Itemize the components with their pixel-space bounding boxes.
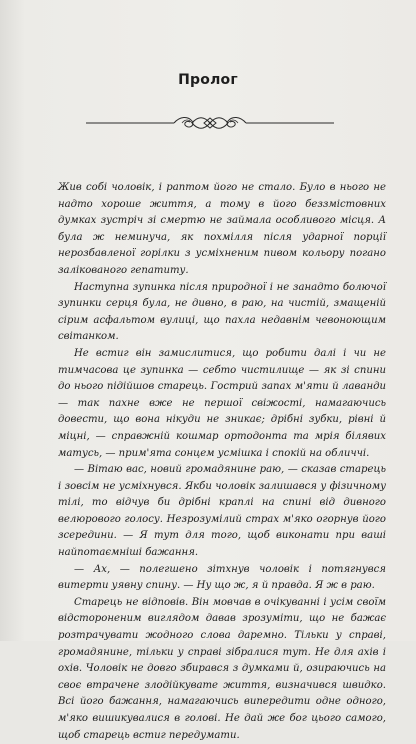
- paragraph: Наступна зупинка після природної і не занадто болючої зупинки серця була, не дивно, в раю, на чистій, змащеній сірим асфальтом вулиці, що пахла недавнім чевоноющим світанком.: [58, 281, 386, 343]
- paragraph: — Ах, — полегшено зітхнув чоловік і потягнувся витерти уявну спину. — Ну що ж, я й правда. Я ж в раю.: [58, 563, 386, 592]
- paragraph: Жив собі чоловік, і раптом його не стало. Було в нього не надто хороше життя, а тому в його беззмістовних думках зустріч зі смертю не займала особливого місця. А була ж неминуча, як похмілля після ударної порції нерозбавленої горілки з усміхненим пивом кольору погано залікованого гепатиту.: [58, 182, 386, 276]
- paragraph: Не встиг він замислитися, що робити далі і чи не тимчасова це зупинка — себто чистилище — як зі спини до нього підійшов старець. Гострий запах м'яти й лаванди — так пахне вже не першої свіжості, намагаючись довести, що вона нікуди не зникає; дрібні зубки, рівні й міцні, — справжній кошмар ортодонта та мрія білявих матусь, — прим'ята сонцем усмішка і спокій на обличчі.: [58, 347, 386, 459]
- decorative-flourish-icon: [86, 113, 334, 133]
- chapter-title: Пролог: [178, 72, 238, 88]
- paragraph: Старець не відповів. Він мовчав в очікуванні і усім своїм відстороненим виглядом давав зрозуміти, що не бажає розтрачувати жодного слова даремно. Тільки у справі, громадянине, тільки у справі зібралися тут. Не для ахів і охів. Чоловік не довго збирався з думками й, озираючись на своє втрачене злодійкувате життя, визначився швидко. Всі його бажання, намагаючись випередити одне одного, м'яко вишикувалися в голові. Не дай же бог цього самого, щоб старець встиг передумати.: [58, 596, 386, 741]
- paragraph: — Вітаю вас, новий громадянине раю, — сказав старець і зовсім не усміхнувся. Якби чоловік залишався у фізичному тілі, то відчув би дрібні краплі на спині від дивного велюрового голосу. Незрозумілий страх м'яко огорнув його зсередини. — Я тут для того, щоб виконати при ваші найпотаємніші бажання.: [58, 464, 386, 559]
- body-text: [58, 180, 386, 744]
